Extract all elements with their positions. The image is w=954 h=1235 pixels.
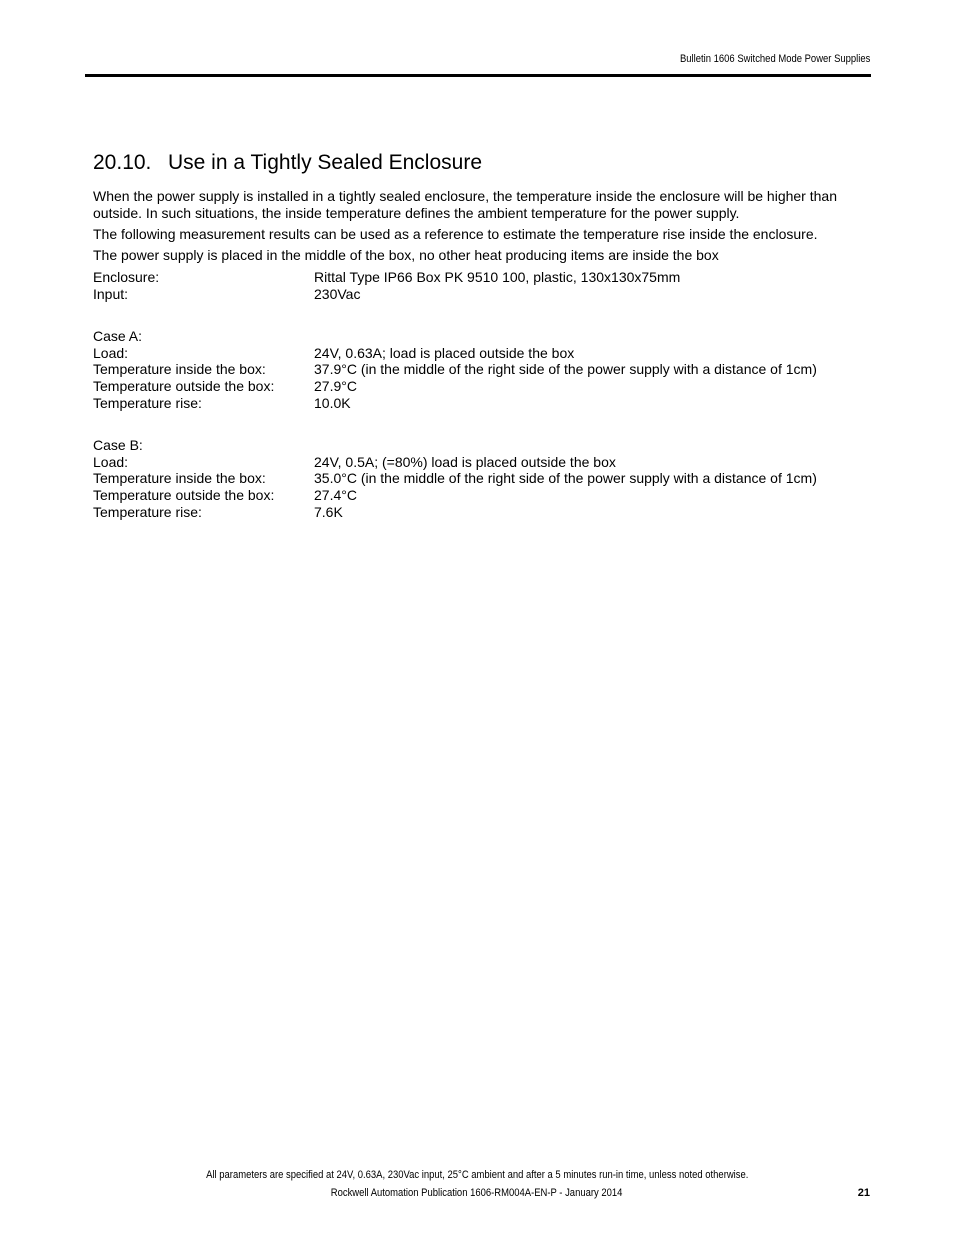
case-title: Case B: [93, 437, 143, 453]
case-a-row-temp-inside [93, 361, 868, 378]
footer-publication [0, 1187, 954, 1199]
case-value: 24V, 0.63A; load is placed outside the box [314, 344, 575, 361]
section-title: Use in a Tightly Sealed Enclosure [168, 151, 483, 174]
case-value: 35.0°C (in the middle of the right side of the power supply with a distance of 1cm) [314, 470, 817, 487]
case-value: 27.9°C [314, 378, 357, 395]
case-label: Temperature outside the box: [93, 487, 275, 504]
case-value: 37.9°C (in the middle of the right side of the power supply with a distance of 1cm) [314, 361, 817, 378]
case-label: Temperature inside the box: [93, 361, 266, 378]
header-title: Bulletin 1606 Switched Mode Power Supplies [679, 53, 870, 65]
case-b-row-temp-rise [93, 504, 868, 521]
case-label: Load: [93, 344, 129, 361]
page-number: 21 [857, 1187, 870, 1199]
case-label: Temperature inside the box: [93, 470, 266, 487]
header-divider [85, 74, 871, 77]
case-value: 7.6K [314, 503, 343, 520]
footer-publication-text: Rockwell Automation Publication 1606-RM004A-EN-P - January 2014 [331, 1187, 623, 1199]
setup-value: Rittal Type IP66 Box PK 9510 100, plastic, 130x130x75mm [314, 269, 681, 285]
case-label: Temperature rise: [93, 503, 202, 520]
case-a-row-temp-rise [93, 395, 868, 412]
case-value: 27.4°C [314, 487, 357, 504]
case-a-row-load [93, 345, 868, 362]
case-b-row-load [93, 454, 868, 471]
case-title: Case A: [93, 328, 143, 344]
case-value: 10.0K [314, 394, 351, 411]
setup-list [93, 269, 868, 302]
case-label: Temperature rise: [93, 394, 202, 411]
section-heading [93, 151, 482, 175]
case-b-row-temp-inside [93, 470, 868, 487]
case-label: Temperature outside the box: [93, 378, 275, 395]
setup-value: 230Vac [314, 285, 361, 302]
paragraph-intro: When the power supply is installed in a tightly sealed enclosure, the temperature inside the enclosure will be higher than outside. In such situations, the inside temperature defines the ambient temperature for the power supply. [93, 188, 837, 221]
case-label: Load: [93, 453, 129, 470]
section-number: 20.10. [93, 151, 152, 174]
footer-note [0, 1169, 954, 1181]
paragraph-placement: The power supply is placed in the middle of the box, no other heat producing items are inside the box [93, 247, 719, 263]
case-b-block [93, 437, 868, 520]
case-a-title [93, 328, 868, 345]
case-a-block [93, 328, 868, 411]
case-b-row-temp-outside [93, 487, 868, 504]
setup-label: Enclosure: [93, 269, 160, 285]
case-b-title [93, 437, 868, 454]
case-value: 24V, 0.5A; (=80%) load is placed outside the box [314, 453, 616, 470]
case-a-row-temp-outside [93, 378, 868, 395]
paragraph-reference: The following measurement results can be used as a reference to estimate the temperature rise inside the enclosure. [93, 226, 818, 242]
setup-label: Input: [93, 285, 129, 302]
setup-row-input [93, 286, 868, 303]
setup-row-enclosure [93, 269, 868, 286]
footer-note-text: All parameters are specified at 24V, 0.63A, 230Vac input, 25°C ambient and after a 5 minutes run-in time, unless noted otherwise. [205, 1169, 749, 1181]
